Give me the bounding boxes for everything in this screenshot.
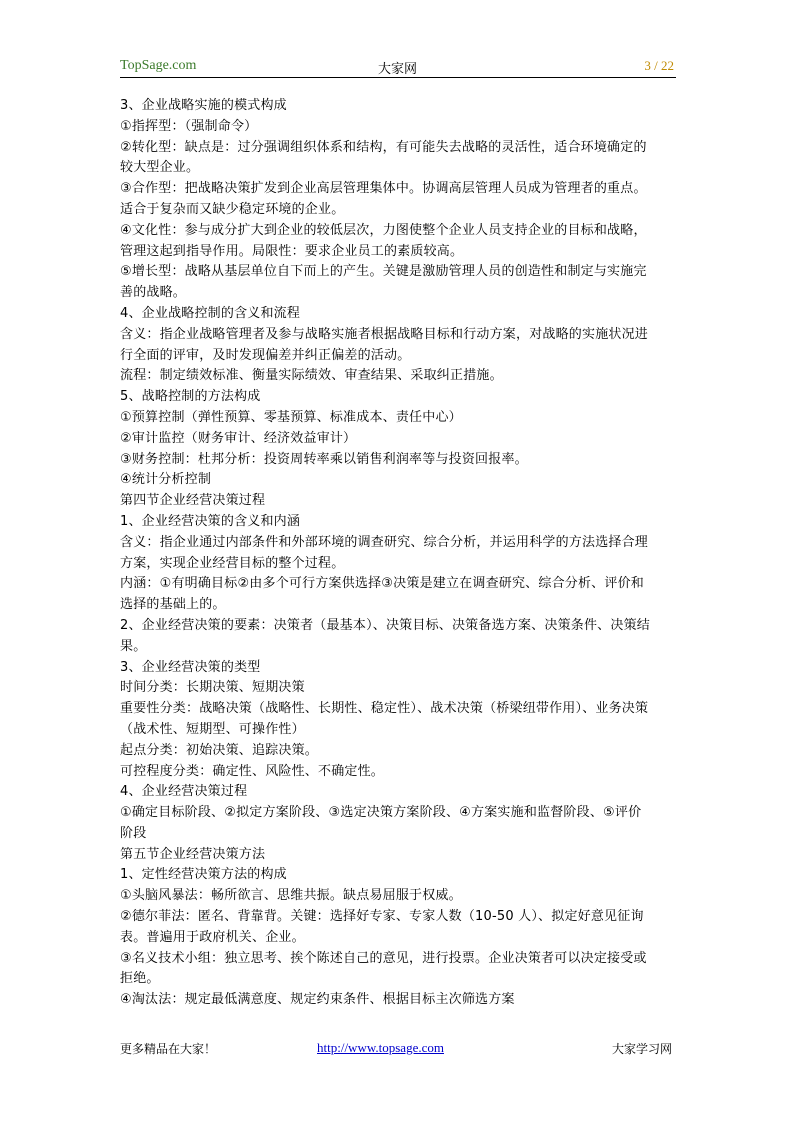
- text-line: 内涵：①有明确目标②由多个可行方案供选择③决策是建立在调查研究、综合分析、评价和: [120, 576, 644, 592]
- text-line: ②德尔菲法：匿名、背靠背。关键：选择好专家、专家人数（10-50 人）、拟定好意见征询: [120, 909, 644, 925]
- footer-site-name: 大家学习网: [611, 1042, 672, 1056]
- text-line: （战术性、短期型、可操作性）: [120, 721, 305, 737]
- text-line: 第四节企业经营决策过程: [120, 493, 266, 509]
- text-line: 选择的基础上的。: [120, 597, 226, 613]
- text-line: 3、企业战略实施的模式构成: [120, 98, 287, 113]
- text-line: 表。普遍用于政府机关、企业。: [120, 929, 305, 945]
- header-site-name[interactable]: TopSage.com: [120, 58, 197, 73]
- text-line: 拒绝。: [120, 971, 160, 987]
- text-line: 流程：制定绩效标准、衡量实际绩效、审查结果、采取纠正措施。: [120, 368, 503, 384]
- text-line: ④淘汰法：规定最低满意度、规定约束条件、根据目标主次筛选方案: [120, 992, 515, 1008]
- text-line: 1、企业经营决策的含义和内涵: [120, 513, 301, 529]
- page-footer: [120, 1040, 676, 1060]
- text-line: 阶段: [120, 825, 147, 841]
- text-line: 第五节企业经营决策方法: [120, 846, 266, 862]
- text-line: 3、企业经营决策的类型: [120, 659, 261, 675]
- text-line: 行全面的评审，及时发现偏差并纠正偏差的活动。: [120, 347, 411, 363]
- text-line: ①指挥型：（强制命令）: [120, 118, 258, 134]
- text-line: 起点分类：初始决策、追踪决策。: [120, 742, 319, 758]
- text-line: ①头脑风暴法：畅所欲言、思维共振。缺点易屈服于权威。: [120, 888, 462, 904]
- text-line: 4、企业经营决策过程: [120, 784, 248, 800]
- text-line: 适合于复杂而又缺少稳定环境的企业。: [120, 201, 345, 217]
- text-line: ④统计分析控制: [120, 472, 212, 488]
- text-line: ③合作型：把战略决策扩发到企业高层管理集体中。协调高层管理人员成为管理者的重点。: [120, 181, 647, 197]
- page-number: 3 / 22: [644, 58, 674, 73]
- text-line: 可控程度分类：确定性、风险性、不确定性。: [120, 763, 385, 779]
- text-line: 5、战略控制的方法构成: [120, 389, 261, 405]
- text-line: ①预算控制（弹性预算、零基预算、标准成本、责任中心）: [120, 409, 462, 425]
- text-line: 重要性分类：战略决策（战略性、长期性、稳定性）、战术决策（桥梁纽带作用）、业务决策: [120, 701, 649, 717]
- text-line: ①确定目标阶段、②拟定方案阶段、③选定决策方案阶段、④方案实施和监督阶段、⑤评价: [120, 805, 642, 821]
- text-line: 时间分类：长期决策、短期决策: [120, 680, 305, 696]
- text-line: 善的战略。: [120, 285, 187, 301]
- text-line: 含义：指企业战略管理者及参与战略实施者根据战略目标和行动方案，对战略的实施状况进: [120, 326, 649, 342]
- document-body: [120, 96, 680, 1011]
- text-line: ②转化型：缺点是：过分强调组织体系和结构，有可能失去战略的灵活性，适合环境确定的: [120, 139, 647, 155]
- text-line: ④文化性：参与成分扩大到企业的较低层次，力图使整个企业人员支持企业的目标和战略，: [120, 222, 647, 238]
- text-line: 2、企业经营决策的要素：决策者（最基本）、决策目标、决策备选方案、决策条件、决策结: [120, 617, 650, 633]
- text-line: 管理这起到指导作用。局限性：要求企业员工的素质较高。: [120, 243, 464, 259]
- footer-link[interactable]: http://www.topsage.com: [317, 1040, 444, 1055]
- text-line: 较大型企业。: [120, 160, 200, 176]
- text-line: ②审计监控（财务审计、经济效益审计）: [120, 430, 357, 446]
- text-line: ③名义技术小组：独立思考、挨个陈述自己的意见，进行投票。企业决策者可以决定接受或: [120, 950, 647, 966]
- footer-slogan: 更多精品在大家！: [120, 1042, 217, 1056]
- text-line: ⑤增长型：战略从基层单位自下而上的产生。关键是激励管理人员的创造性和制定与实施完: [120, 264, 647, 280]
- text-line: ③财务控制：杜邦分析：投资周转率乘以销售利润率等与投资回报率。: [120, 451, 528, 467]
- text-line: 1、定性经营决策方法的构成: [120, 867, 287, 883]
- header-title: 大家网: [378, 62, 418, 77]
- text-line: 含义：指企业通过内部条件和外部环境的调查研究、综合分析，并运用科学的方法选择合理: [120, 534, 649, 550]
- text-line: 方案，实现企业经营目标的整个过程。: [120, 555, 345, 571]
- text-line: 4、企业战略控制的含义和流程: [120, 305, 301, 321]
- text-line: 果。: [120, 638, 147, 654]
- page-header: [120, 57, 676, 78]
